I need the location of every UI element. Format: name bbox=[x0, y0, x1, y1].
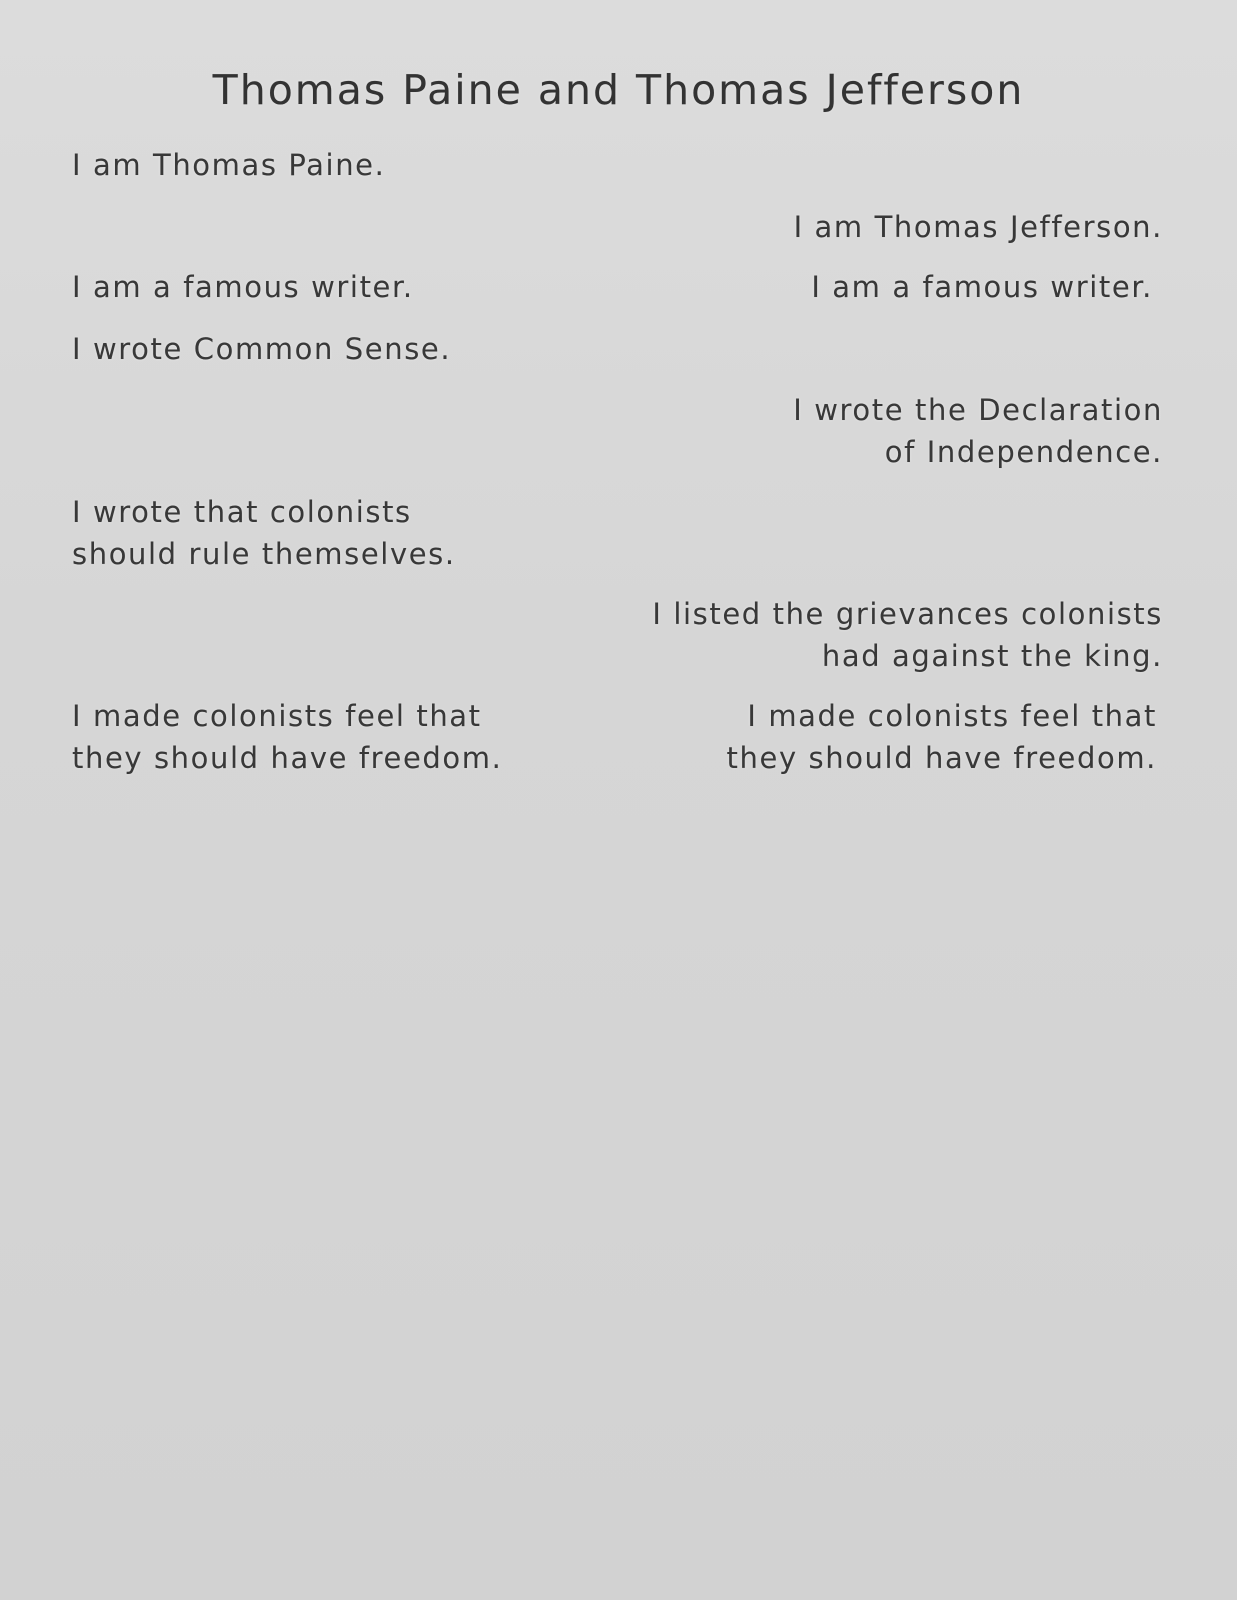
jefferson-line-3: I wrote the Declaration bbox=[793, 393, 1163, 427]
jefferson-line-4: of Independence. bbox=[884, 435, 1163, 469]
paine-line-4: I wrote that colonists bbox=[72, 495, 412, 529]
paine-line-3: I wrote Common Sense. bbox=[72, 332, 452, 366]
jefferson-line-7: I made colonists feel that bbox=[747, 699, 1157, 733]
paine-line-7: they should have freedom. bbox=[72, 741, 503, 775]
page-title: Thomas Paine and Thomas Jefferson bbox=[212, 66, 1025, 114]
paine-line-5: should rule themselves. bbox=[72, 537, 456, 571]
jefferson-line-8: they should have freedom. bbox=[726, 741, 1157, 775]
jefferson-line-6: had against the king. bbox=[821, 639, 1163, 673]
jefferson-line-5: I listed the grievances colonists bbox=[652, 597, 1163, 631]
paine-line-6: I made colonists feel that bbox=[72, 699, 482, 733]
paine-line-2: I am a famous writer. bbox=[72, 270, 414, 304]
jefferson-line-2: I am a famous writer. bbox=[811, 270, 1153, 304]
jefferson-line-1: I am Thomas Jefferson. bbox=[793, 210, 1163, 244]
paine-line-1: I am Thomas Paine. bbox=[72, 148, 386, 182]
